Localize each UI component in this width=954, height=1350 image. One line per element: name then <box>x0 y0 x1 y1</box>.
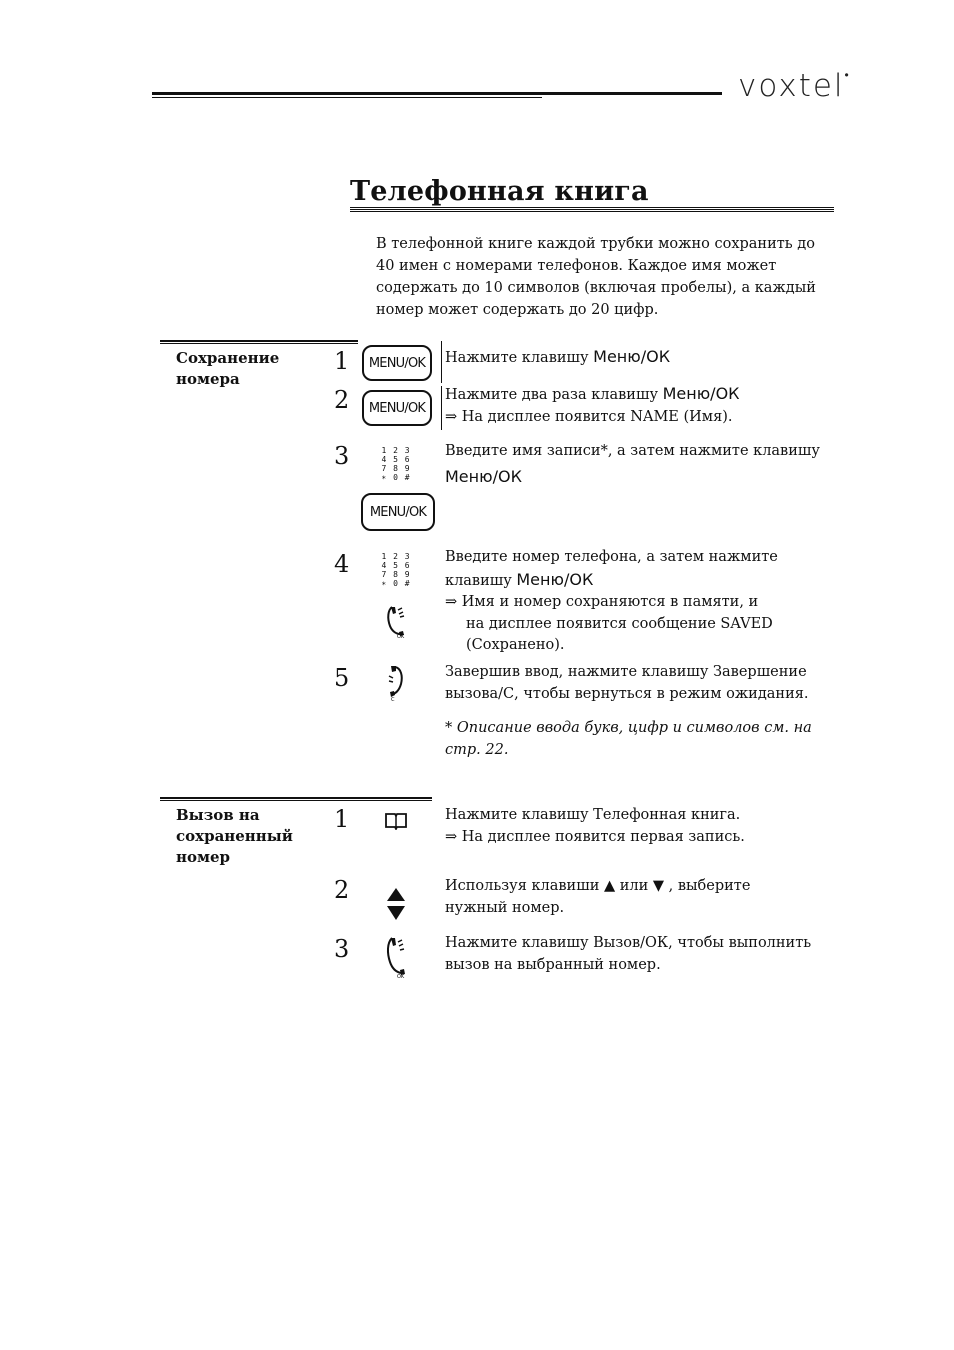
keypad-row: 1 2 3 <box>381 446 411 455</box>
keypad-row: 4 5 6 <box>381 455 411 464</box>
step-result: на дисплее появится сообщение SAVED <box>466 615 773 632</box>
intro-paragraph: В телефонной книге каждой трубки можно сохранить до 40 имен с номерами телефонов. Каждое имя может содержать до 10 символов (включая пробелы), а каждый номер может содержать до 20 цифр. <box>376 236 816 318</box>
brand-logo: voxtel• <box>738 68 851 104</box>
section-label <box>176 805 293 868</box>
key-name: Меню/ОК <box>445 466 522 486</box>
menu-ok-key-icon: MENU/OK <box>362 345 432 381</box>
step-number: 5 <box>334 664 350 692</box>
step-text <box>445 441 820 487</box>
step-instruction: Введите номер телефона, а затем нажмите <box>445 549 778 565</box>
menu-ok-key-icon: MENU/OK <box>361 493 435 531</box>
section-label-line: Сохранение <box>176 349 280 367</box>
step-number: 2 <box>334 876 350 904</box>
section-label-line: сохраненный <box>176 827 293 845</box>
svg-text:OK: OK <box>397 634 405 638</box>
header-rule <box>152 92 722 95</box>
step-result: ⇒ На дисплее появится первая запись. <box>445 828 745 845</box>
step-result: ⇒ На дисплее появится NAME (Имя). <box>445 408 733 425</box>
step-text <box>445 383 740 428</box>
step-instruction: Используя клавиши ▲ или ▼ , выберите <box>445 878 751 894</box>
step-text <box>445 805 745 848</box>
step-result: ⇒ Имя и номер сохраняются в памяти, и <box>445 594 759 610</box>
phonebook-icon <box>384 812 408 830</box>
call-ok-key-icon <box>384 935 410 979</box>
step-instruction: Нажмите клавишу <box>445 350 594 366</box>
step-text <box>445 662 809 705</box>
keypad-icon <box>378 446 414 482</box>
keypad-icon <box>378 552 414 588</box>
call-ok-key-icon <box>384 604 410 638</box>
section-label-line: номер <box>176 848 231 866</box>
step-instruction: вызов на выбранный номер. <box>445 956 661 973</box>
step-instruction: Нажмите клавишу Вызов/ОК, чтобы выполнить <box>445 935 812 951</box>
step-text <box>445 876 750 919</box>
section-label-line: Вызов на <box>176 806 260 824</box>
key-name: Меню/ОК <box>516 569 594 589</box>
page-title: Телефонная книга <box>350 176 649 207</box>
keypad-row: 7 8 9 <box>381 570 411 579</box>
step-number: 4 <box>334 550 350 578</box>
step-number: 1 <box>334 805 350 833</box>
step-text <box>445 346 670 370</box>
step-number: 2 <box>334 386 350 414</box>
section-rule <box>160 797 432 801</box>
step-text <box>445 547 778 657</box>
section-rule <box>160 340 358 344</box>
svg-text:OK: OK <box>397 974 405 979</box>
footnote <box>445 718 812 761</box>
footnote-line: * Описание ввода букв, цифр и символов см. на <box>445 720 812 736</box>
step-number: 1 <box>334 347 350 375</box>
step-number: 3 <box>334 935 350 963</box>
footnote-line: стр. 22. <box>445 741 509 758</box>
up-down-arrow-icon <box>385 886 407 922</box>
keypad-row: ∗ 0 # <box>381 579 411 588</box>
section-label-line: номера <box>176 370 240 388</box>
header-rule-thin <box>152 97 542 98</box>
keypad-row: ∗ 0 # <box>381 473 411 482</box>
menu-ok-key-icon: MENU/OK <box>362 390 432 426</box>
keypad-row: 7 8 9 <box>381 464 411 473</box>
step-instruction: Нажмите клавишу Телефонная книга. <box>445 807 741 823</box>
svg-text:C: C <box>391 697 395 702</box>
step-instruction: клавишу <box>445 572 517 589</box>
step-result: (Сохранено). <box>466 637 565 653</box>
step-text <box>445 933 811 976</box>
step-instruction: Введите имя записи*, а затем нажмите клавишу <box>445 443 820 459</box>
divider <box>441 341 442 383</box>
step-instruction: Нажмите два раза клавишу <box>445 387 663 403</box>
section-label <box>176 348 279 390</box>
key-name: Меню/ОК <box>662 384 740 403</box>
end-call-key-icon <box>385 664 411 702</box>
divider <box>441 386 442 430</box>
step-instruction: вызова/С, чтобы вернуться в режим ожидания. <box>445 685 809 702</box>
title-rule <box>350 207 834 212</box>
keypad-row: 4 5 6 <box>381 561 411 570</box>
step-instruction: нужный номер. <box>445 899 565 916</box>
keypad-row: 1 2 3 <box>381 552 411 561</box>
step-instruction: Завершив ввод, нажмите клавишу Завершение <box>445 664 807 680</box>
key-name: Меню/ОК <box>593 347 671 366</box>
step-number: 3 <box>334 442 350 470</box>
